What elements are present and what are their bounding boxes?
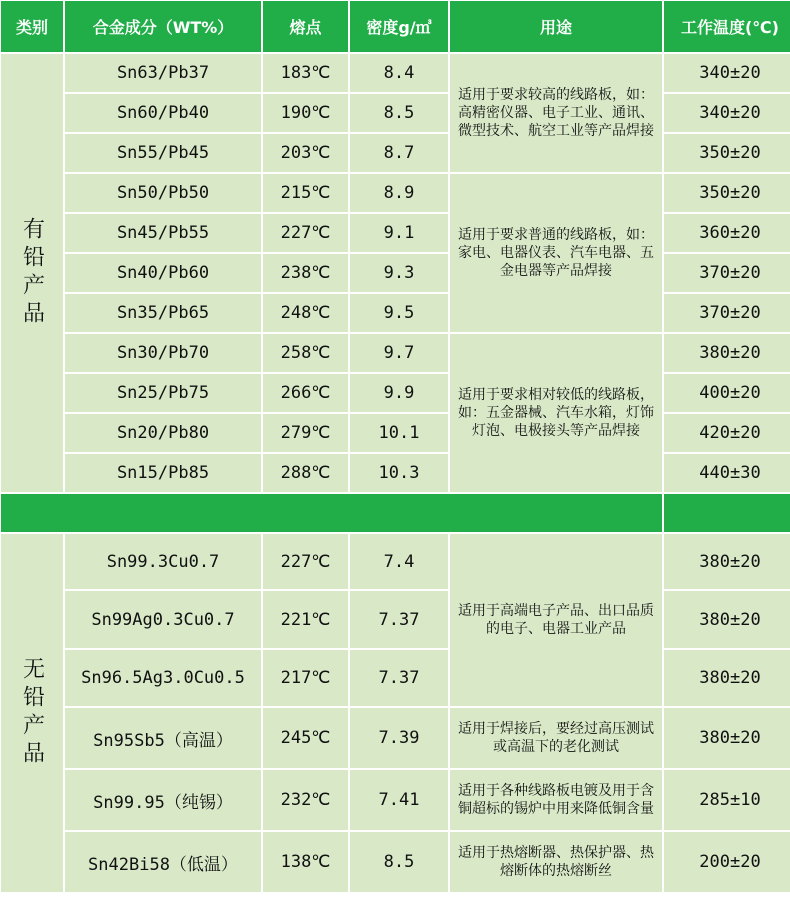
melting-point-cell: 266℃ <box>263 374 348 412</box>
usage-cell: 适用于各种线路板电镀及用于含铜超标的锡炉中用来降低铜含量 <box>450 770 662 830</box>
header-density: 密度g/㎥ <box>350 1 448 52</box>
working-temp-cell: 340±20 <box>664 54 790 92</box>
working-temp-cell: 440±30 <box>664 454 790 492</box>
density-cell: 8.4 <box>350 54 448 92</box>
melting-point-cell: 258℃ <box>263 334 348 372</box>
density-cell: 7.41 <box>350 770 448 830</box>
header-category: 类别 <box>1 1 63 52</box>
working-temp-cell: 380±20 <box>664 334 790 372</box>
density-cell: 9.3 <box>350 254 448 292</box>
working-temp-cell: 380±20 <box>664 591 790 648</box>
melting-point-cell: 227℃ <box>263 534 348 589</box>
density-cell: 7.37 <box>350 650 448 706</box>
usage-cell: 适用于要求普通的线路板，如：家电、电器仪表、汽车电器、五金电器等产品焊接 <box>450 174 662 332</box>
melting-point-cell: 232℃ <box>263 770 348 830</box>
melting-point-cell: 221℃ <box>263 591 348 648</box>
melting-point-cell: 217℃ <box>263 650 348 706</box>
alloy-cell: Sn99.95（纯锡） <box>65 770 261 830</box>
header-working-temp: 工作温度(℃) <box>664 1 790 52</box>
alloy-cell: Sn63/Pb37 <box>65 54 261 92</box>
density-cell: 9.1 <box>350 214 448 252</box>
melting-point-cell: 227℃ <box>263 214 348 252</box>
alloy-cell: Sn25/Pb75 <box>65 374 261 412</box>
header-alloy: 合金成分（WT%） <box>65 1 261 52</box>
working-temp-cell: 400±20 <box>664 374 790 412</box>
separator-band <box>1 494 662 532</box>
melting-point-cell: 190℃ <box>263 94 348 132</box>
density-cell: 7.37 <box>350 591 448 648</box>
alloy-cell: Sn99.3Cu0.7 <box>65 534 261 589</box>
group-label-text: 有铅产品 <box>19 217 45 329</box>
group-label-text: 无铅产品 <box>19 657 45 769</box>
alloy-cell: Sn40/Pb60 <box>65 254 261 292</box>
melting-point-cell: 245℃ <box>263 708 348 768</box>
usage-cell: 适用于要求较高的线路板，如：高精密仪器、电子工业、通讯、微型技术、航空工业等产品焊接 <box>450 54 662 172</box>
density-cell: 10.3 <box>350 454 448 492</box>
density-cell: 8.5 <box>350 832 448 892</box>
working-temp-cell: 380±20 <box>664 534 790 589</box>
melting-point-cell: 248℃ <box>263 294 348 332</box>
usage-cell: 适用于要求相对较低的线路板，如：五金器械、汽车水箱，灯饰灯泡、电极接头等产品焊接 <box>450 334 662 492</box>
melting-point-cell: 288℃ <box>263 454 348 492</box>
working-temp-cell: 420±20 <box>664 414 790 452</box>
melting-point-cell: 183℃ <box>263 54 348 92</box>
working-temp-cell: 380±20 <box>664 708 790 768</box>
alloy-cell: Sn20/Pb80 <box>65 414 261 452</box>
working-temp-cell: 340±20 <box>664 94 790 132</box>
density-cell: 8.5 <box>350 94 448 132</box>
working-temp-cell: 285±10 <box>664 770 790 830</box>
header-melting-point: 熔点 <box>263 1 348 52</box>
density-cell: 8.7 <box>350 134 448 172</box>
density-cell: 7.4 <box>350 534 448 589</box>
melting-point-cell: 238℃ <box>263 254 348 292</box>
density-cell: 9.7 <box>350 334 448 372</box>
working-temp-cell: 200±20 <box>664 832 790 892</box>
density-cell: 8.9 <box>350 174 448 212</box>
alloy-cell: Sn42Bi58（低温） <box>65 832 261 892</box>
alloy-cell: Sn15/Pb85 <box>65 454 261 492</box>
melting-point-cell: 138℃ <box>263 832 348 892</box>
working-temp-cell: 370±20 <box>664 254 790 292</box>
density-cell: 9.5 <box>350 294 448 332</box>
working-temp-cell: 380±20 <box>664 650 790 706</box>
melting-point-cell: 215℃ <box>263 174 348 212</box>
density-cell: 9.9 <box>350 374 448 412</box>
working-temp-cell: 360±20 <box>664 214 790 252</box>
group-label-lead-free <box>1 534 63 892</box>
working-temp-cell: 350±20 <box>664 174 790 212</box>
density-cell: 10.1 <box>350 414 448 452</box>
working-temp-cell: 370±20 <box>664 294 790 332</box>
alloy-cell: Sn99Ag0.3Cu0.7 <box>65 591 261 648</box>
alloy-cell: Sn95Sb5（高温） <box>65 708 261 768</box>
alloy-cell: Sn50/Pb50 <box>65 174 261 212</box>
header-usage: 用途 <box>450 1 662 52</box>
density-cell: 7.39 <box>350 708 448 768</box>
usage-cell: 适用于焊接后，要经过高压测试或高温下的老化测试 <box>450 708 662 768</box>
alloy-cell: Sn30/Pb70 <box>65 334 261 372</box>
usage-cell: 适用于高端电子产品、出口品质的电子、电器工业产品 <box>450 534 662 706</box>
working-temp-cell: 350±20 <box>664 134 790 172</box>
melting-point-cell: 203℃ <box>263 134 348 172</box>
alloy-cell: Sn96.5Ag3.0Cu0.5 <box>65 650 261 706</box>
alloy-cell: Sn60/Pb40 <box>65 94 261 132</box>
alloy-cell: Sn55/Pb45 <box>65 134 261 172</box>
separator-band-end <box>664 494 790 532</box>
usage-cell: 适用于热熔断器、热保护器、热熔断体的热熔断丝 <box>450 832 662 892</box>
alloy-cell: Sn35/Pb65 <box>65 294 261 332</box>
melting-point-cell: 279℃ <box>263 414 348 452</box>
alloy-cell: Sn45/Pb55 <box>65 214 261 252</box>
group-label-leaded <box>1 54 63 492</box>
